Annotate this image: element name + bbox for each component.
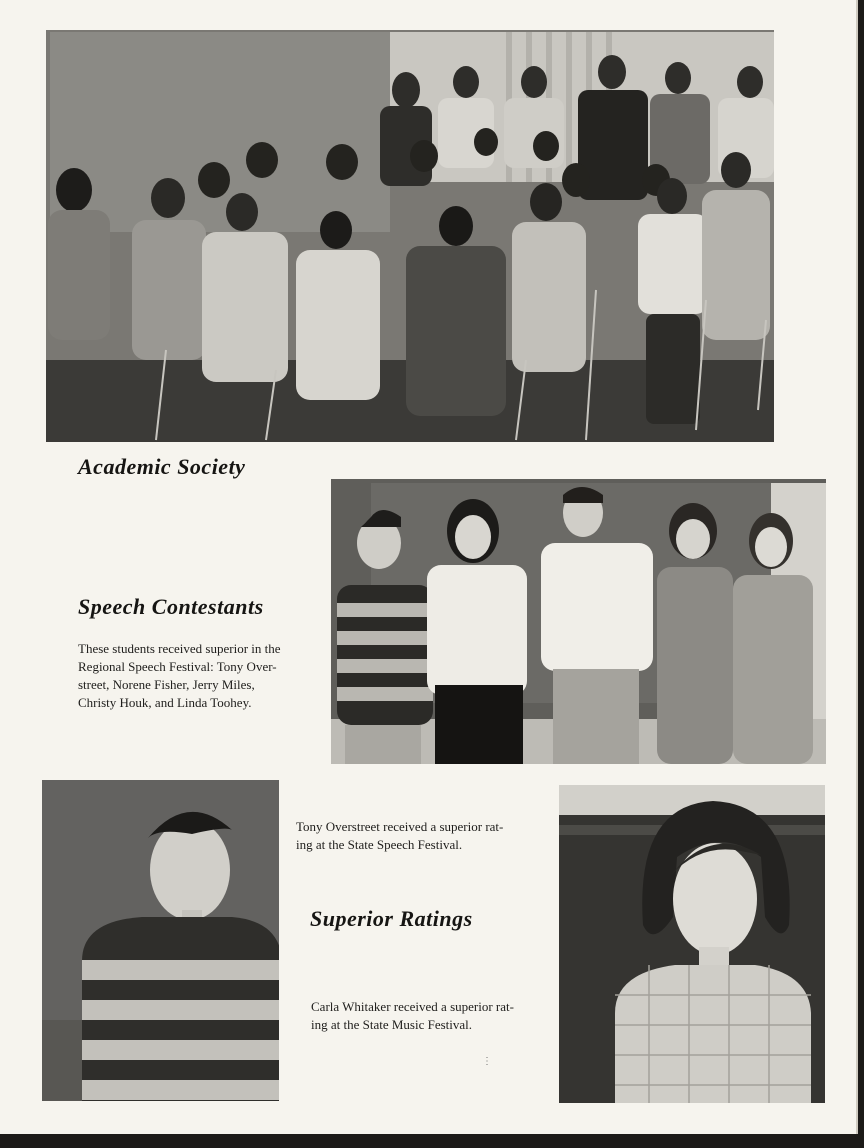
tony-portrait-image xyxy=(42,780,279,1101)
caption-line: Tony Overstreet received a superior rat- xyxy=(296,819,504,834)
caption-line: ing at the State Speech Festival. xyxy=(296,837,463,852)
academic-society-photo xyxy=(46,30,774,442)
speech-contestants-photo xyxy=(331,479,826,764)
speech-contestants-title: Speech Contestants xyxy=(78,594,264,619)
speech-contestants-caption xyxy=(78,640,318,712)
page-mark-icon: ⋮ xyxy=(482,1056,492,1067)
caption-line: Regional Speech Festival: Tony Over- xyxy=(78,659,277,674)
carla-whitaker-portrait xyxy=(559,785,825,1103)
tony-overstreet-portrait xyxy=(42,780,279,1101)
caption-line: Carla Whitaker received a superior rat- xyxy=(311,999,514,1014)
tony-caption xyxy=(296,818,546,854)
caption-line: ing at the State Music Festival. xyxy=(311,1017,473,1032)
academic-society-photo-image xyxy=(46,30,774,442)
caption-line: Christy Houk, and Linda Toohey. xyxy=(78,695,252,710)
superior-ratings-title: Superior Ratings xyxy=(310,906,473,931)
caption-line: street, Norene Fisher, Jerry Miles, xyxy=(78,677,255,692)
speech-contestants-photo-image xyxy=(331,479,826,764)
carla-portrait-image xyxy=(559,785,825,1103)
caption-line: These students received superior in the xyxy=(78,641,281,656)
academic-society-title: Academic Society xyxy=(78,454,246,479)
carla-caption xyxy=(311,998,551,1034)
